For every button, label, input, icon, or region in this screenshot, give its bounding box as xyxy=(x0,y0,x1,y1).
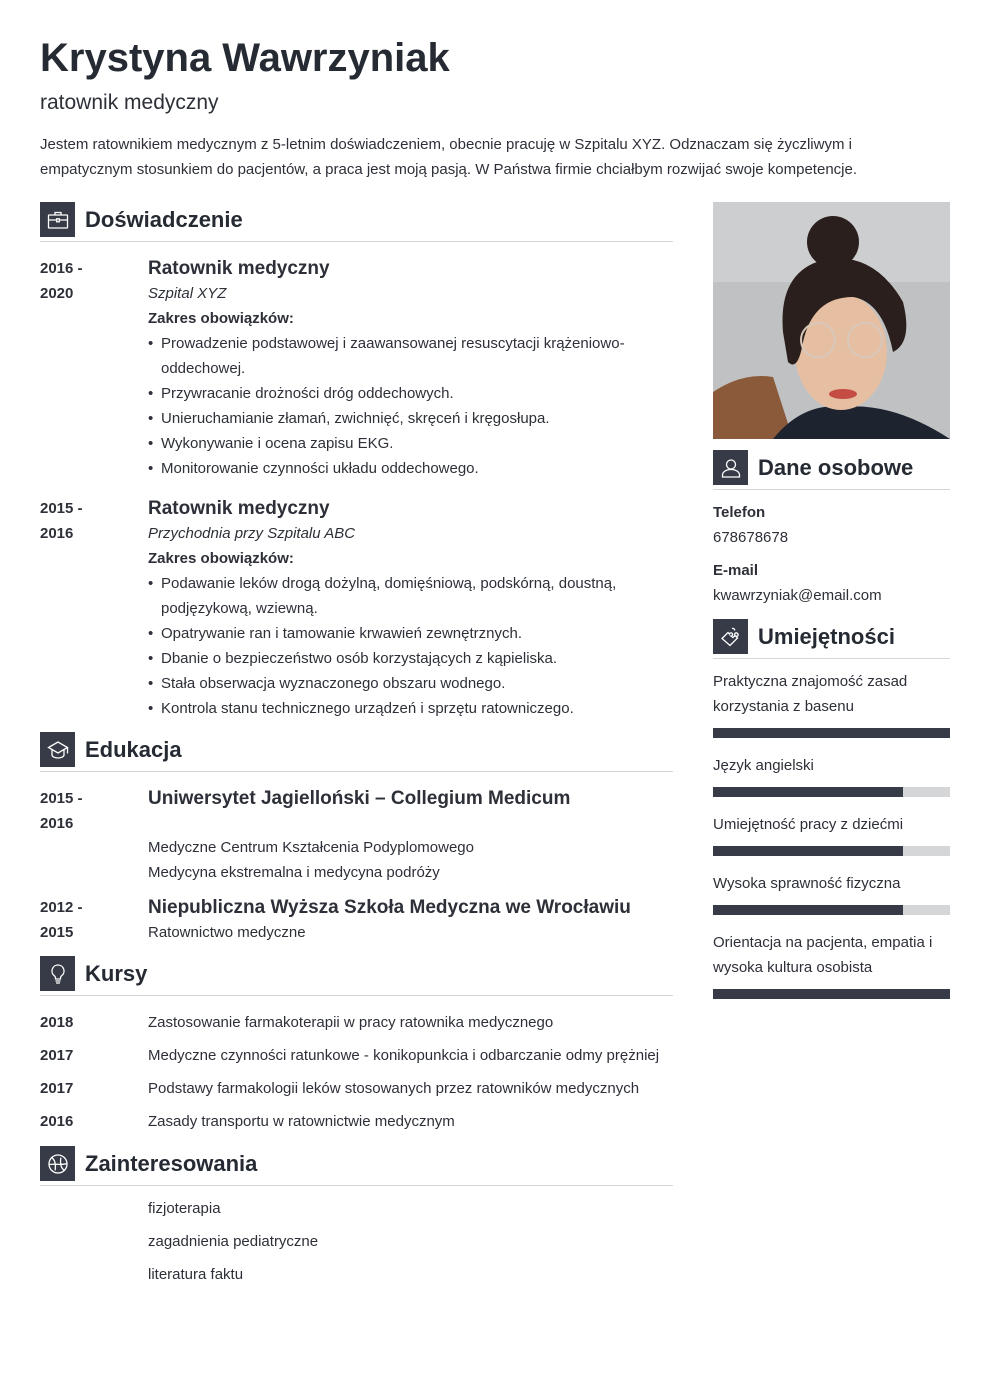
briefcase-icon xyxy=(40,202,75,237)
education-section xyxy=(40,732,673,945)
date-to: 2016 xyxy=(40,815,74,832)
list-item: • Przywracanie drożności dróg oddechowych. xyxy=(148,381,673,406)
course-year: 2016 xyxy=(40,1113,74,1130)
education-header xyxy=(40,732,673,772)
candidate-role: ratownik medyczny xyxy=(40,91,219,114)
email-value: kwawrzyniak@email.com xyxy=(713,587,882,604)
course-row xyxy=(40,1043,673,1068)
skill-name: Orientacja na pacjenta, empatia i wysoka kultura osobista xyxy=(713,934,933,976)
course-year: 2017 xyxy=(40,1080,74,1097)
date-to: 2015 xyxy=(40,924,74,941)
basketball-icon xyxy=(40,1146,75,1181)
sidebar-column xyxy=(713,202,950,999)
person-icon xyxy=(713,450,748,485)
list-item: • Prowadzenie podstawowej i zaawansowanej resuscytacji krążeniowo-oddechowej. xyxy=(148,331,673,381)
skill-item xyxy=(713,669,950,738)
employer: Przychodnia przy Szpitalu ABC xyxy=(148,525,356,542)
responsibilities-list xyxy=(148,331,673,481)
course-row xyxy=(40,1010,673,1035)
skills-section xyxy=(713,619,950,999)
job-title: Ratownik medyczny xyxy=(148,498,330,519)
education-detail: Medycyna ekstremalna i medycyna podróży xyxy=(148,864,440,881)
responsibilities-list xyxy=(148,571,673,721)
section-title: Zainteresowania xyxy=(85,1150,258,1176)
course-year: 2018 xyxy=(40,1014,74,1031)
list-item: • Podawanie leków drogą dożylną, domięśniową, podskórną, doustną, podjęzykową, wziewną. xyxy=(148,571,673,621)
skill-name: Praktyczna znajomość zasad korzystania z basenu xyxy=(713,673,908,715)
course-name: Medyczne czynności ratunkowe - konikopunkcia i odbarczanie odmy prężniej xyxy=(148,1047,660,1064)
list-item: • Dbanie o bezpieczeństwo osób korzystających z kąpieliska. xyxy=(148,646,673,671)
experience-entry xyxy=(40,256,673,481)
school-name: Uniwersytet Jagielloński – Collegium Medicum xyxy=(148,788,571,809)
phone-value: 678678678 xyxy=(713,529,789,546)
skill-item xyxy=(713,930,950,999)
phone-label: Telefon xyxy=(713,504,766,521)
entry-date xyxy=(40,256,148,481)
experience-header xyxy=(40,202,673,242)
list-item: • Wykonywanie i ocena zapisu EKG. xyxy=(148,431,673,456)
main-column xyxy=(40,202,673,1287)
section-title: Edukacja xyxy=(85,736,182,762)
course-name: Zasady transportu w ratownictwie medycznym xyxy=(148,1113,455,1130)
responsibilities-label: Zakres obowiązków: xyxy=(148,310,294,327)
education-detail: Medyczne Centrum Kształcenia Podyplomowego xyxy=(148,839,474,856)
course-name: Zastosowanie farmakoterapii w pracy ratownika medycznego xyxy=(148,1014,554,1031)
list-item: • Stała obserwacja wyznaczonego obszaru wodnego. xyxy=(148,671,673,696)
experience-section xyxy=(40,202,673,721)
skill-name: Język angielski xyxy=(713,757,814,774)
date-to: 2020 xyxy=(40,285,74,302)
interest-item: fizjoterapia xyxy=(148,1200,221,1217)
email-label: E-mail xyxy=(713,562,759,579)
skill-level-bar xyxy=(713,846,950,856)
skill-name: Umiejętność pracy z dziećmi xyxy=(713,816,904,833)
profile-photo xyxy=(713,202,950,439)
list-item: • Monitorowanie czynności układu oddechowego. xyxy=(148,456,673,481)
interest-item: zagadnienia pediatryczne xyxy=(148,1233,319,1250)
date-from: 2015 - xyxy=(40,500,83,517)
profile-summary: Jestem ratownikiem medycznym z 5-letnim doświadczeniem, obecnie pracuję w Szpitalu XYZ. Odznaczam się życzliwym i empatycznym stosunkiem do pacjentów, a praca jest moją pasją. W Państwa firmie chciałbym rozwijać swoje kompetencje. xyxy=(40,136,858,178)
skills-header xyxy=(713,619,950,659)
section-title: Doświadczenie xyxy=(85,206,243,232)
skill-item xyxy=(713,753,950,797)
date-from: 2016 - xyxy=(40,260,83,277)
graduation-cap-icon xyxy=(40,732,75,767)
skill-level-bar xyxy=(713,728,950,738)
list-item: • Unieruchamianie złamań, zwichnięć, skręceń i kręgosłupa. xyxy=(148,406,673,431)
course-name: Podstawy farmakologii leków stosowanych przez ratowników medycznych xyxy=(148,1080,640,1097)
skill-level-bar xyxy=(713,989,950,999)
section-title: Umiejętności xyxy=(758,623,895,649)
courses-header xyxy=(40,956,673,996)
interests-section xyxy=(40,1146,673,1287)
course-row xyxy=(40,1076,673,1101)
personal-header xyxy=(713,450,950,490)
skill-name: Wysoka sprawność fizyczna xyxy=(713,875,901,892)
interest-item: literatura faktu xyxy=(148,1266,244,1283)
interests-header xyxy=(40,1146,673,1186)
list-item: • Opatrywanie ran i tamowanie krwawień zewnętrznych. xyxy=(148,621,673,646)
date-from: 2015 - xyxy=(40,790,83,807)
puzzle-icon xyxy=(713,619,748,654)
entry-date xyxy=(40,496,148,721)
course-row xyxy=(40,1109,673,1134)
date-to: 2016 xyxy=(40,525,74,542)
list-item: • Kontrola stanu technicznego urządzeń i sprzętu ratowniczego. xyxy=(148,696,673,721)
entry-date xyxy=(40,895,148,945)
personal-section xyxy=(713,450,950,608)
responsibilities-label: Zakres obowiązków: xyxy=(148,550,294,567)
skill-level-bar xyxy=(713,787,950,797)
job-title: Ratownik medyczny xyxy=(148,258,330,279)
candidate-name: Krystyna Wawrzyniak xyxy=(40,36,450,80)
skill-level-bar xyxy=(713,905,950,915)
lightbulb-icon xyxy=(40,956,75,991)
education-detail: Ratownictwo medyczne xyxy=(148,924,306,941)
courses-section xyxy=(40,956,673,1134)
section-title: Dane osobowe xyxy=(758,454,914,480)
school-name: Niepubliczna Wyższa Szkoła Medyczna we Wrocławiu xyxy=(148,897,631,918)
education-entry xyxy=(40,786,673,885)
skill-item xyxy=(713,812,950,856)
skill-item xyxy=(713,871,950,915)
experience-entry xyxy=(40,496,673,721)
date-from: 2012 - xyxy=(40,899,83,916)
employer: Szpital XYZ xyxy=(148,285,227,302)
education-entry xyxy=(40,895,673,945)
section-title: Kursy xyxy=(85,960,148,986)
course-year: 2017 xyxy=(40,1047,74,1064)
entry-date xyxy=(40,786,148,885)
